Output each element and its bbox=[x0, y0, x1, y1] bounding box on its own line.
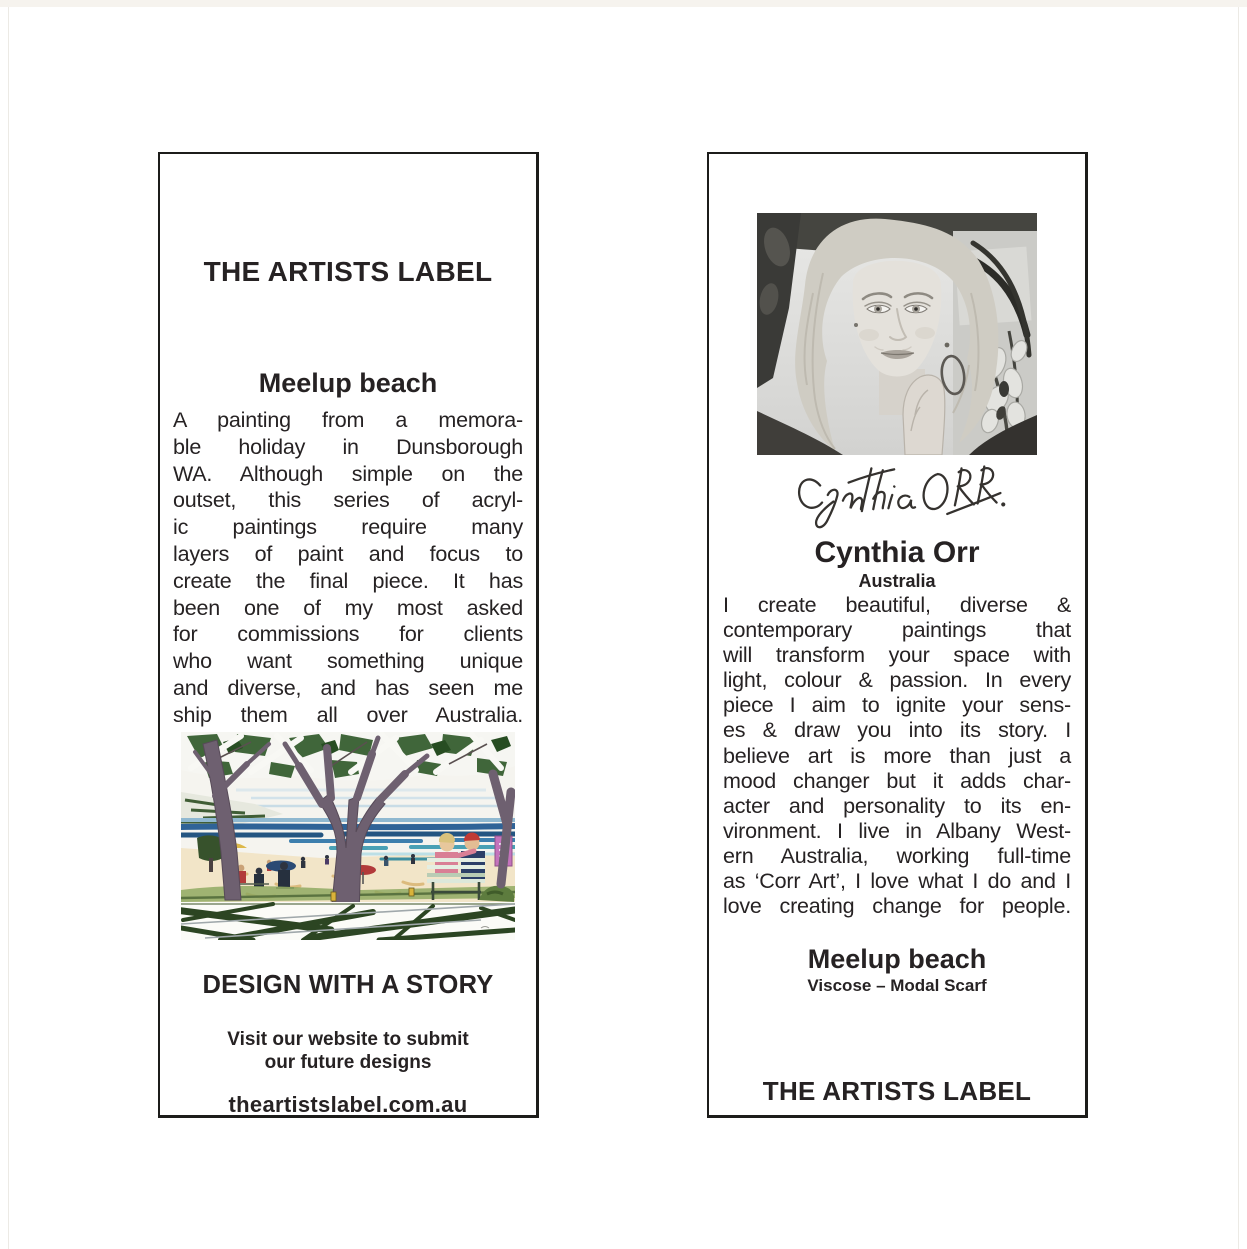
artwork-story bbox=[173, 407, 523, 729]
artist-signature-image bbox=[782, 457, 1012, 531]
tree-canopy bbox=[181, 732, 515, 781]
brand-footer: THE ARTISTS LABEL bbox=[762, 1076, 1032, 1106]
bio-line: es & draw you into its story. I bbox=[723, 718, 1071, 743]
cta-line: our future designs bbox=[264, 1052, 432, 1074]
back-label-card bbox=[707, 152, 1088, 1118]
artist-country: Australia bbox=[858, 571, 936, 591]
product-material: Viscose – Modal Scarf bbox=[807, 976, 987, 996]
story-line: layers of paint and focus to bbox=[173, 541, 523, 566]
cta-line: Visit our website to submit bbox=[227, 1028, 469, 1050]
story-line: been one of my most asked bbox=[173, 595, 523, 620]
bio-line: light, colour & passion. In every bbox=[723, 668, 1071, 693]
bio-line: love creating change for people. bbox=[723, 894, 1071, 919]
bio-line: acter and personality to its en- bbox=[723, 793, 1071, 818]
story-line: outset, this series of acryl- bbox=[173, 488, 523, 513]
front-label-card bbox=[158, 152, 539, 1118]
painting-image bbox=[181, 732, 515, 940]
artist-portrait-photo bbox=[757, 213, 1037, 455]
portrait-image bbox=[757, 213, 1037, 455]
bio-line: believe art is more than just a bbox=[723, 743, 1071, 768]
bio-line: contemporary paintings that bbox=[723, 618, 1071, 643]
bio-line: I create beautiful, diverse & bbox=[723, 593, 1071, 617]
bio-line: will transform your space with bbox=[723, 643, 1071, 668]
website-url: theartistslabel.com.au bbox=[228, 1091, 468, 1117]
brand-tagline: DESIGN WITH A STORY bbox=[202, 970, 494, 999]
product-title: Meelup beach bbox=[807, 944, 987, 975]
story-line: WA. Although simple on the bbox=[173, 461, 523, 486]
artwork-title: Meelup beach bbox=[258, 368, 438, 398]
story-line: and diverse, and has seen me bbox=[173, 675, 523, 700]
cta-text bbox=[173, 1028, 523, 1075]
story-line: A painting from a memora- bbox=[173, 408, 523, 432]
artist-name: Cynthia Orr bbox=[814, 536, 980, 569]
bio-line: piece I aim to ignite your sens- bbox=[723, 693, 1071, 718]
story-line: ship them all over Australia. bbox=[173, 702, 523, 727]
bio-line: vironment. I live in Albany West- bbox=[723, 818, 1071, 843]
hand bbox=[903, 375, 945, 455]
brand-title: THE ARTISTS LABEL bbox=[203, 256, 493, 287]
bio-line: mood changer but it adds char- bbox=[723, 768, 1071, 793]
story-line: ble holiday in Dunsborough bbox=[173, 434, 523, 459]
story-line: create the final piece. It has bbox=[173, 568, 523, 593]
bio-line: ern Australia, working full-time bbox=[723, 843, 1071, 868]
meelup-beach-painting bbox=[173, 732, 523, 945]
story-line: who want something unique bbox=[173, 649, 523, 674]
story-line: ic paintings require many bbox=[173, 515, 523, 540]
signature-svg bbox=[782, 457, 1012, 531]
bio-line: as ‘Corr Art’, I love what I do and I bbox=[723, 869, 1071, 894]
story-line: for commissions for clients bbox=[173, 622, 523, 647]
artist-bio bbox=[723, 593, 1071, 919]
